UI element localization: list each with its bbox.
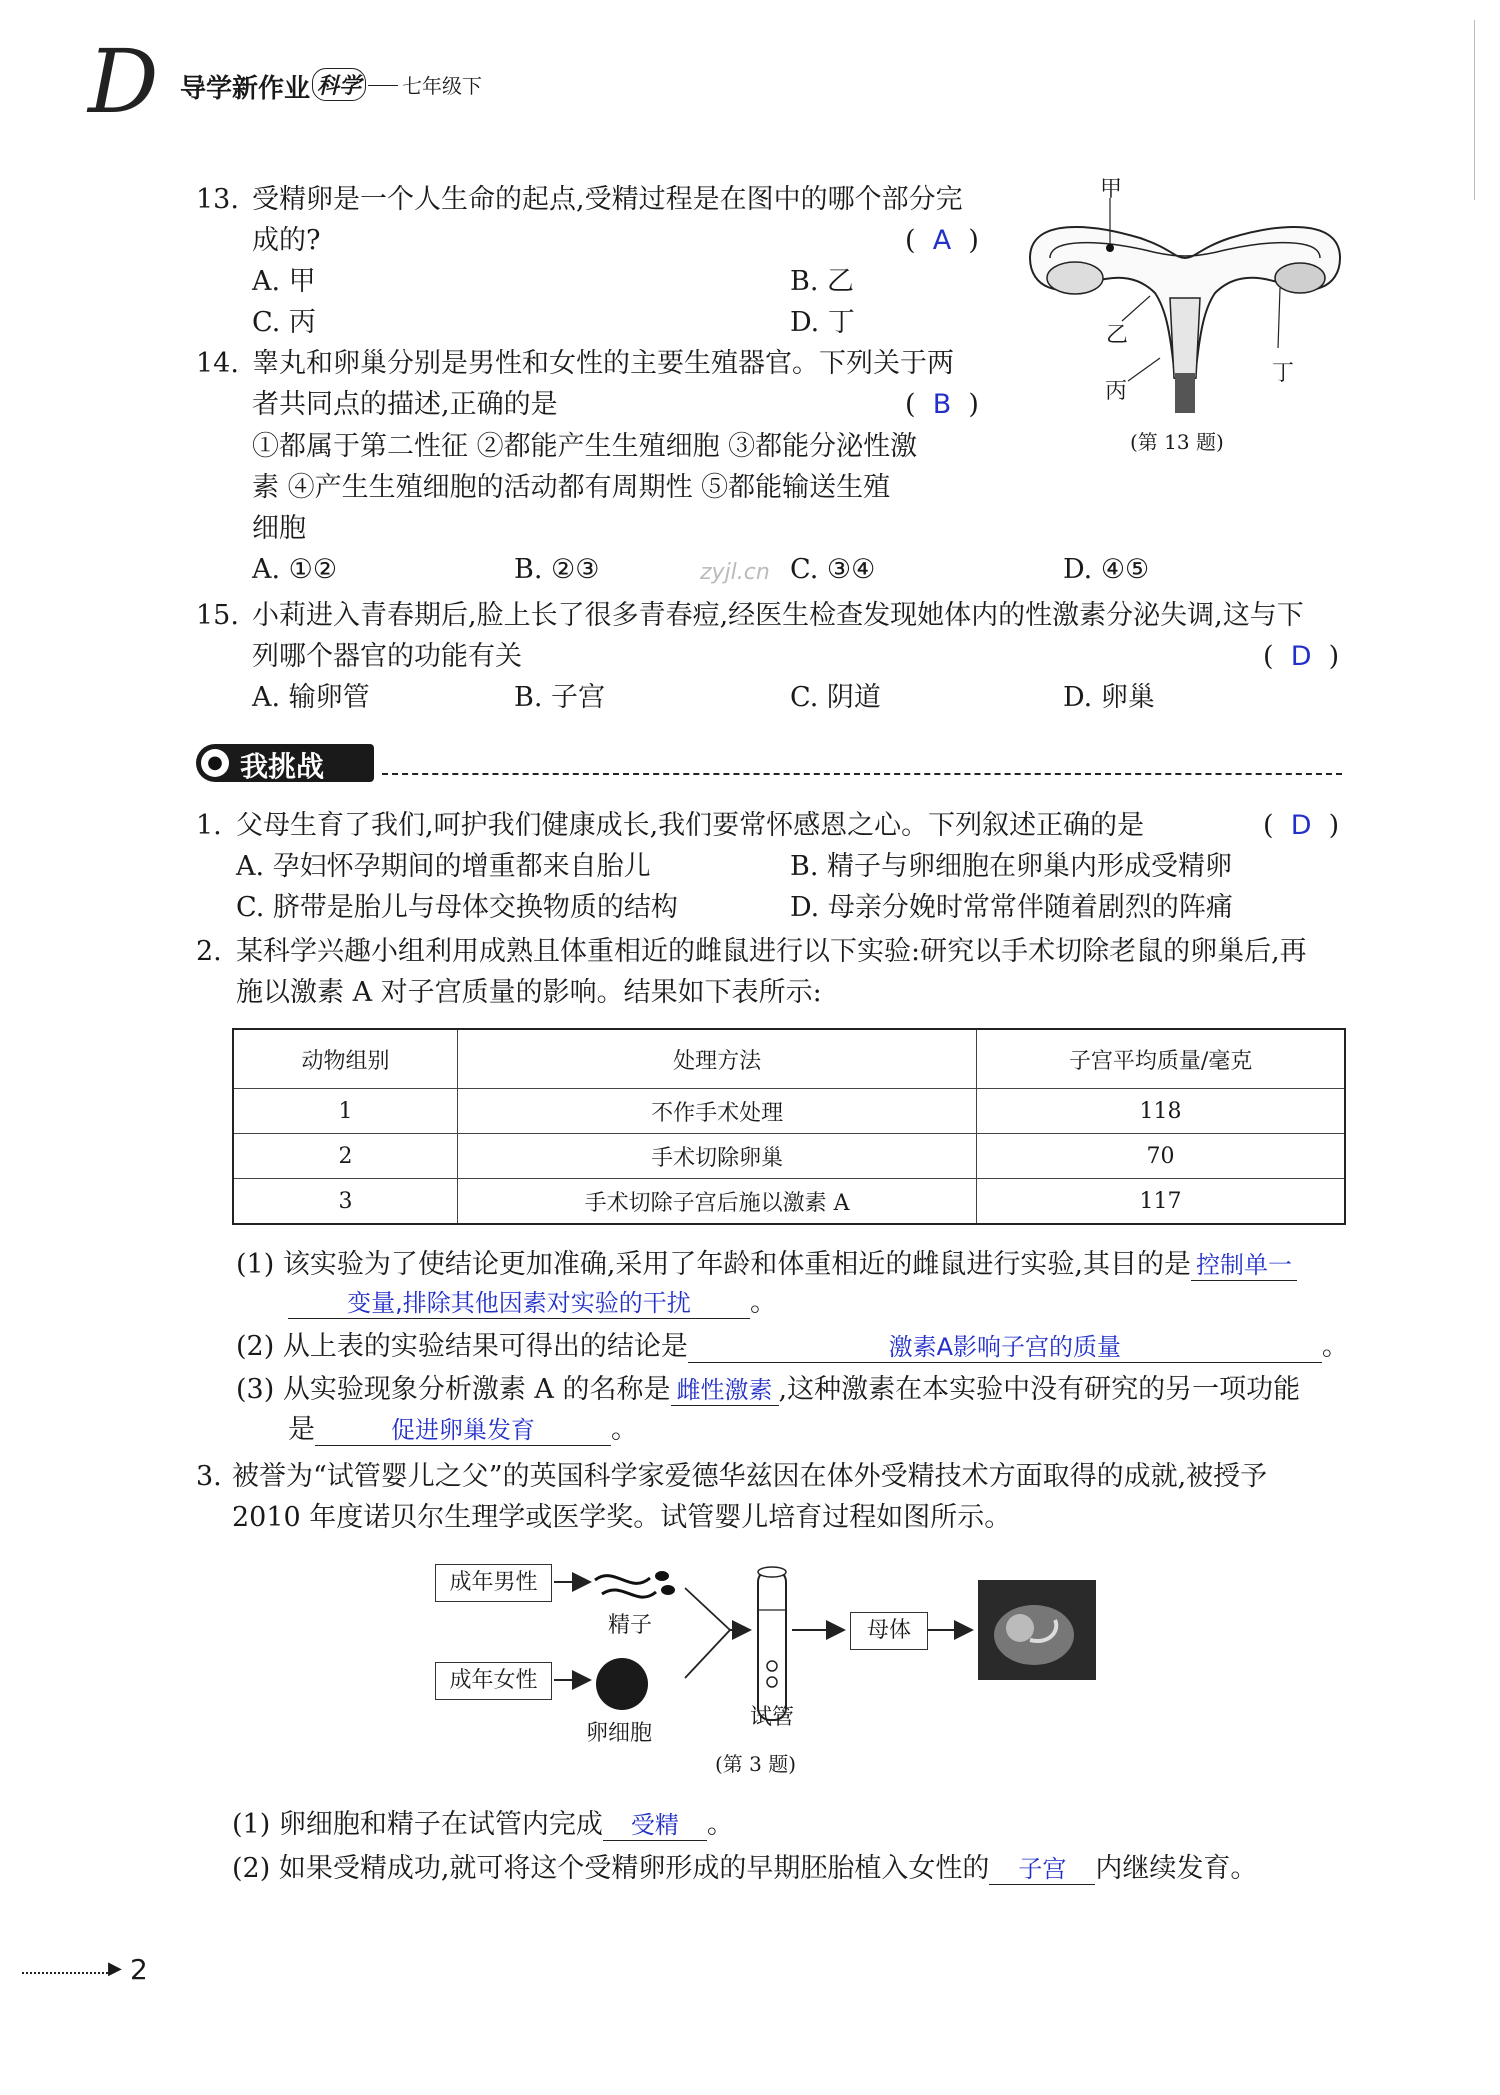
q15-line1: 小莉进入青春期后,脸上长了很多青春痘,经医生检查发现她体内的性激素分泌失调,这与下 (252, 600, 1304, 631)
label-sperm: 精子 (608, 1613, 653, 1638)
q13-answer-bracket: ( A ) (905, 225, 979, 256)
c1-option-a: A. 孕妇怀孕期间的增重都来自胎儿 (236, 851, 651, 882)
q15-option-b: B. 子宫 (514, 682, 606, 713)
table-header: 处理方法 (458, 1029, 977, 1089)
footer-dotted-line (22, 1972, 108, 1974)
table-cell: 117 (977, 1179, 1345, 1225)
figure-label-jia: 甲 (1100, 177, 1123, 202)
table-cell: 手术切除子宫后施以激素 A (458, 1179, 977, 1225)
label-test-tube: 试管 (750, 1705, 795, 1730)
c2-sub3-line2 (288, 1410, 638, 1450)
header-right-rule (1474, 20, 1475, 200)
c3-sub1-period: 。 (706, 1809, 734, 1840)
uterus-diagram (1010, 178, 1360, 418)
header-grade: 七年级下 (402, 74, 482, 98)
q13-stem-line2: 成的? (252, 225, 321, 256)
q15-number: 15. (196, 600, 239, 631)
header-subject: 科学 (312, 68, 366, 101)
header-rule (368, 85, 398, 86)
table-row (233, 1089, 1345, 1134)
header (80, 30, 580, 133)
figure-label-yi: 乙 (1106, 323, 1129, 348)
challenge-title: 我挑战 (240, 750, 325, 783)
q15-option-a: A. 输卵管 (252, 682, 370, 713)
c1-answer: D (1290, 810, 1312, 841)
q13-answer: A (932, 225, 952, 256)
table-cell: 70 (977, 1134, 1345, 1179)
table-cell: 手术切除卵巢 (458, 1134, 977, 1179)
c3-sub1-answer: 受精 (603, 1810, 707, 1841)
c2-sub2-line (236, 1327, 1349, 1367)
header-title: 导学新作业 (180, 74, 311, 104)
c3-sub2-answer: 子宫 (989, 1854, 1095, 1885)
page-number: 2 (130, 1953, 148, 1986)
c2-sub3-answer2: 促进卵巢发育 (315, 1415, 611, 1446)
label-egg: 卵细胞 (586, 1721, 653, 1746)
table-cell: 3 (233, 1179, 458, 1225)
q14-answer: B (932, 389, 952, 420)
table-header: 子宫平均质量/毫克 (977, 1029, 1345, 1089)
c1-option-c: C. 脐带是胎儿与母体交换物质的结构 (236, 892, 678, 923)
c1-option-d: D. 母亲分娩时常常伴随着剧烈的阵痛 (790, 892, 1233, 923)
c3-sub1-line (232, 1805, 734, 1845)
c2-sub2-answer: 激素A影响子宫的质量 (688, 1332, 1322, 1363)
c2-sub1-answer1: 控制单一 (1191, 1250, 1297, 1281)
q14-line5: 细胞 (252, 513, 306, 544)
q14-option-b: B. ②③ (514, 554, 600, 585)
table-header-row (233, 1029, 1345, 1089)
table-cell: 1 (233, 1089, 458, 1134)
c2-number: 2. (196, 936, 222, 967)
box-mother: 母体 (850, 1612, 928, 1650)
q14-option-c: C. ③④ (790, 554, 876, 585)
q15-option-d: D. 卵巢 (1063, 682, 1155, 713)
q14-line4: 素 ④产生生殖细胞的活动都有周期性 ⑤都能输送生殖 (252, 472, 891, 503)
logo-letter: D (88, 30, 159, 133)
q13-option-a: A. 甲 (252, 266, 316, 297)
c2-sub2-text: (2) 从上表的实验结果可得出的结论是 (236, 1331, 688, 1362)
c2-sub3-text2: ,这种激素在本实验中没有研究的另一项功能 (778, 1374, 1301, 1405)
c3-sub2-line (232, 1849, 1257, 1889)
c2-sub1-period: 。 (750, 1287, 777, 1318)
box-adult-male: 成年男性 (435, 1564, 552, 1602)
figure-label-bing: 丙 (1105, 379, 1128, 404)
c2-sub3-line1 (236, 1370, 1300, 1410)
watermark: zyjl.cn (700, 560, 770, 585)
c2-sub3-text: (3) 从实验现象分析激素 A 的名称是 (236, 1374, 671, 1405)
q13-option-c: C. 丙 (252, 307, 316, 338)
q14-option-d: D. ④⑤ (1063, 554, 1150, 585)
c2-sub3-period: 。 (611, 1414, 638, 1445)
c2-sub1-line1 (236, 1245, 1297, 1285)
c2-line2: 施以激素 A 对子宫质量的影响。结果如下表所示: (236, 977, 822, 1008)
figure-label-ding: 丁 (1272, 361, 1295, 386)
q13-number: 13. (196, 184, 239, 215)
c3-sub2-text2: 内继续发育。 (1095, 1853, 1258, 1884)
table-cell: 118 (977, 1089, 1345, 1134)
q13-stem-line1: 受精卵是一个人生命的起点,受精过程是在图中的哪个部分完 (252, 184, 963, 215)
c2-sub1-line2 (288, 1283, 777, 1323)
results-table (232, 1028, 1346, 1225)
table-row (233, 1179, 1345, 1225)
c1-stem: 父母生育了我们,呵护我们健康成长,我们要常怀感恩之心。下列叙述正确的是 (236, 810, 1145, 841)
q15-answer-bracket: ( D ) (1263, 641, 1340, 672)
q14-line2: 者共同点的描述,正确的是 (252, 389, 558, 420)
challenge-dashed-rule (382, 773, 1342, 775)
c2-sub2-period: 。 (1321, 1331, 1349, 1362)
q14-number: 14. (196, 348, 239, 379)
c2-sub3-answer1: 雌性激素 (671, 1375, 779, 1406)
q13-figure (1010, 178, 1360, 458)
c2-line1: 某科学兴趣小组利用成熟且体重相近的雌鼠进行以下实验:研究以手术切除老鼠的卵巢后,再 (236, 936, 1307, 967)
table-header: 动物组别 (233, 1029, 458, 1089)
c3-line2: 2010 年度诺贝尔生理学或医学奖。试管婴儿培育过程如图所示。 (232, 1502, 1012, 1533)
c3-figure-caption: (第 3 题) (715, 1752, 797, 1776)
ivf-figure (430, 1550, 1110, 1790)
q14-line3: ①都属于第二性征 ②都能产生生殖细胞 ③都能分泌性激 (252, 431, 918, 462)
c3-line1: 被誉为“试管婴儿之父”的英国科学家爱德华兹因在体外受精技术方面取得的成就,被授予 (232, 1461, 1268, 1492)
challenge-banner (196, 742, 1346, 786)
q15-answer: D (1290, 641, 1312, 672)
c3-sub1-text: (1) 卵细胞和精子在试管内完成 (232, 1809, 603, 1840)
q14-option-a: A. ①② (252, 554, 338, 585)
c3-sub2-text: (2) 如果受精成功,就可将这个受精卵形成的早期胚胎植入女性的 (232, 1853, 990, 1884)
box-adult-female: 成年女性 (435, 1662, 552, 1700)
c1-option-b: B. 精子与卵细胞在卵巢内形成受精卵 (790, 851, 1233, 882)
c2-sub3-text3: 是 (288, 1414, 315, 1445)
c1-number: 1. (196, 810, 222, 841)
table-cell: 不作手术处理 (458, 1089, 977, 1134)
q13-option-b: B. 乙 (790, 266, 855, 297)
q15-option-c: C. 阴道 (790, 682, 881, 713)
footer (22, 1955, 222, 1995)
c1-answer-bracket: ( D ) (1263, 810, 1340, 841)
c2-sub1-text: (1) 该实验为了使结论更加准确,采用了年龄和体重相近的雌鼠进行实验,其目的是 (236, 1249, 1191, 1280)
q14-line1: 睾丸和卵巢分别是男性和女性的主要生殖器官。下列关于两 (252, 348, 954, 379)
lightbulb-icon: ● (201, 749, 229, 777)
q13-option-d: D. 丁 (790, 307, 855, 338)
q14-answer-bracket: ( B ) (905, 389, 979, 420)
c2-sub1-answer2: 变量,排除其他因素对实验的干扰 (288, 1288, 750, 1319)
c3-number: 3. (196, 1461, 222, 1492)
q13-figure-caption: (第 13 题) (1130, 430, 1224, 454)
table-row (233, 1134, 1345, 1179)
arrow-right-icon: ▶ (108, 1958, 122, 1979)
table-cell: 2 (233, 1134, 458, 1179)
challenge-title-box (196, 744, 374, 782)
q15-line2: 列哪个器官的功能有关 (252, 641, 522, 672)
